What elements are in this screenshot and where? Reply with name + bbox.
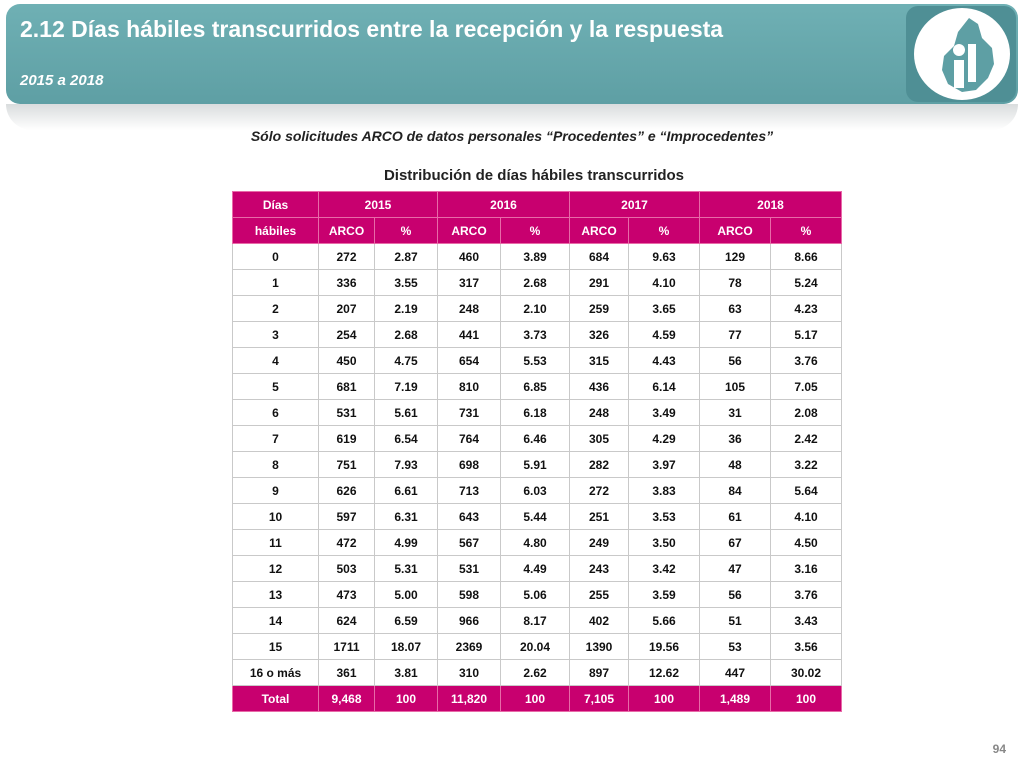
- table-total-row: [233, 686, 842, 712]
- value-cell: 598: [438, 582, 501, 608]
- value-cell: 5.44: [501, 504, 570, 530]
- value-cell: 731: [438, 400, 501, 426]
- subheader-cell: hábiles: [233, 218, 319, 244]
- value-cell: 67: [700, 530, 771, 556]
- table-row: [233, 426, 842, 452]
- value-cell: 305: [570, 426, 629, 452]
- value-cell: 2.68: [375, 322, 438, 348]
- value-cell: 6.18: [501, 400, 570, 426]
- value-cell: 7.19: [375, 374, 438, 400]
- table-title: Distribución de días hábiles transcurridos: [383, 167, 685, 184]
- value-cell: 460: [438, 244, 501, 270]
- value-cell: 6.03: [501, 478, 570, 504]
- value-cell: 251: [570, 504, 629, 530]
- day-cell: 8: [233, 452, 319, 478]
- table-row: [233, 530, 842, 556]
- value-cell: 3.49: [629, 400, 700, 426]
- value-cell: 6.54: [375, 426, 438, 452]
- value-cell: 966: [438, 608, 501, 634]
- value-cell: 531: [319, 400, 375, 426]
- table-body: [233, 244, 842, 686]
- institution-logo-icon: [914, 8, 1010, 100]
- value-cell: 5.91: [501, 452, 570, 478]
- day-cell: 15: [233, 634, 319, 660]
- value-cell: 84: [700, 478, 771, 504]
- value-cell: 36: [700, 426, 771, 452]
- header-year-2016: 2016: [438, 192, 570, 218]
- value-cell: 2.42: [771, 426, 842, 452]
- value-cell: 7.93: [375, 452, 438, 478]
- value-cell: 30.02: [771, 660, 842, 686]
- value-cell: 336: [319, 270, 375, 296]
- value-cell: 6.31: [375, 504, 438, 530]
- value-cell: 5.24: [771, 270, 842, 296]
- value-cell: 6.59: [375, 608, 438, 634]
- filter-note: Sólo solicitudes ARCO de datos personales “Procedentes” e “Improcedentes”: [250, 128, 774, 144]
- value-cell: 3.76: [771, 348, 842, 374]
- value-cell: 6.46: [501, 426, 570, 452]
- value-cell: 243: [570, 556, 629, 582]
- value-cell: 317: [438, 270, 501, 296]
- value-cell: 259: [570, 296, 629, 322]
- value-cell: 654: [438, 348, 501, 374]
- subheader-cell: %: [629, 218, 700, 244]
- value-cell: 3.97: [629, 452, 700, 478]
- value-cell: 31: [700, 400, 771, 426]
- value-cell: 6.85: [501, 374, 570, 400]
- table-row: [233, 452, 842, 478]
- value-cell: 19.56: [629, 634, 700, 660]
- value-cell: 450: [319, 348, 375, 374]
- value-cell: 3.65: [629, 296, 700, 322]
- total-cell: 1,489: [700, 686, 771, 712]
- value-cell: 698: [438, 452, 501, 478]
- value-cell: 684: [570, 244, 629, 270]
- subheader-cell: ARCO: [570, 218, 629, 244]
- table-row: [233, 634, 842, 660]
- header-days: Días: [233, 192, 319, 218]
- value-cell: 249: [570, 530, 629, 556]
- value-cell: 254: [319, 322, 375, 348]
- value-cell: 4.10: [771, 504, 842, 530]
- subheader-cell: %: [375, 218, 438, 244]
- header-year-2018: 2018: [700, 192, 842, 218]
- day-cell: 6: [233, 400, 319, 426]
- value-cell: 567: [438, 530, 501, 556]
- value-cell: 56: [700, 582, 771, 608]
- header-year-2015: 2015: [319, 192, 438, 218]
- value-cell: 472: [319, 530, 375, 556]
- value-cell: 436: [570, 374, 629, 400]
- table-subheader-row: [233, 218, 842, 244]
- value-cell: 3.22: [771, 452, 842, 478]
- value-cell: 8.66: [771, 244, 842, 270]
- total-cell: 100: [771, 686, 842, 712]
- value-cell: 441: [438, 322, 501, 348]
- value-cell: 1711: [319, 634, 375, 660]
- value-cell: 78: [700, 270, 771, 296]
- value-cell: 402: [570, 608, 629, 634]
- value-cell: 4.43: [629, 348, 700, 374]
- value-cell: 248: [570, 400, 629, 426]
- value-cell: 713: [438, 478, 501, 504]
- value-cell: 5.66: [629, 608, 700, 634]
- value-cell: 2.08: [771, 400, 842, 426]
- value-cell: 2.68: [501, 270, 570, 296]
- table-row: [233, 478, 842, 504]
- table-header-row: [233, 192, 842, 218]
- value-cell: 12.62: [629, 660, 700, 686]
- total-cell: 100: [501, 686, 570, 712]
- subheader-cell: %: [501, 218, 570, 244]
- value-cell: 4.10: [629, 270, 700, 296]
- value-cell: 2369: [438, 634, 501, 660]
- value-cell: 53: [700, 634, 771, 660]
- value-cell: 5.61: [375, 400, 438, 426]
- value-cell: 764: [438, 426, 501, 452]
- table-row: [233, 270, 842, 296]
- day-cell: 12: [233, 556, 319, 582]
- day-cell: 14: [233, 608, 319, 634]
- value-cell: 315: [570, 348, 629, 374]
- value-cell: 810: [438, 374, 501, 400]
- value-cell: 626: [319, 478, 375, 504]
- value-cell: 77: [700, 322, 771, 348]
- page-number: 94: [992, 742, 1006, 756]
- value-cell: 2.10: [501, 296, 570, 322]
- total-cell: 100: [629, 686, 700, 712]
- value-cell: 48: [700, 452, 771, 478]
- table-row: [233, 608, 842, 634]
- value-cell: 3.81: [375, 660, 438, 686]
- table-row: [233, 582, 842, 608]
- slide-subtitle: 2015 a 2018: [20, 72, 104, 89]
- value-cell: 5.06: [501, 582, 570, 608]
- value-cell: 681: [319, 374, 375, 400]
- value-cell: 3.59: [629, 582, 700, 608]
- value-cell: 3.55: [375, 270, 438, 296]
- table-row: [233, 374, 842, 400]
- value-cell: 2.62: [501, 660, 570, 686]
- day-cell: 16 o más: [233, 660, 319, 686]
- value-cell: 63: [700, 296, 771, 322]
- value-cell: 326: [570, 322, 629, 348]
- value-cell: 4.75: [375, 348, 438, 374]
- day-cell: 4: [233, 348, 319, 374]
- day-cell: 1: [233, 270, 319, 296]
- value-cell: 751: [319, 452, 375, 478]
- subheader-cell: ARCO: [700, 218, 771, 244]
- header-year-2017: 2017: [570, 192, 700, 218]
- total-cell: 9,468: [319, 686, 375, 712]
- value-cell: 3.83: [629, 478, 700, 504]
- value-cell: 4.59: [629, 322, 700, 348]
- value-cell: 7.05: [771, 374, 842, 400]
- total-cell: 11,820: [438, 686, 501, 712]
- value-cell: 4.50: [771, 530, 842, 556]
- table-row: [233, 660, 842, 686]
- day-cell: 13: [233, 582, 319, 608]
- value-cell: 3.50: [629, 530, 700, 556]
- value-cell: 248: [438, 296, 501, 322]
- value-cell: 597: [319, 504, 375, 530]
- value-cell: 619: [319, 426, 375, 452]
- subheader-cell: ARCO: [438, 218, 501, 244]
- value-cell: 272: [319, 244, 375, 270]
- day-cell: 11: [233, 530, 319, 556]
- value-cell: 61: [700, 504, 771, 530]
- value-cell: 3.43: [771, 608, 842, 634]
- subheader-cell: ARCO: [319, 218, 375, 244]
- value-cell: 20.04: [501, 634, 570, 660]
- value-cell: 56: [700, 348, 771, 374]
- table-row: [233, 348, 842, 374]
- value-cell: 9.63: [629, 244, 700, 270]
- value-cell: 310: [438, 660, 501, 686]
- value-cell: 4.29: [629, 426, 700, 452]
- table-row: [233, 244, 842, 270]
- value-cell: 3.56: [771, 634, 842, 660]
- value-cell: 531: [438, 556, 501, 582]
- value-cell: 3.53: [629, 504, 700, 530]
- value-cell: 4.99: [375, 530, 438, 556]
- total-cell: 100: [375, 686, 438, 712]
- day-cell: 3: [233, 322, 319, 348]
- value-cell: 47: [700, 556, 771, 582]
- day-cell: 10: [233, 504, 319, 530]
- value-cell: 5.17: [771, 322, 842, 348]
- value-cell: 2.87: [375, 244, 438, 270]
- value-cell: 18.07: [375, 634, 438, 660]
- value-cell: 5.31: [375, 556, 438, 582]
- subheader-cell: %: [771, 218, 842, 244]
- table-row: [233, 556, 842, 582]
- day-cell: 5: [233, 374, 319, 400]
- value-cell: 6.14: [629, 374, 700, 400]
- slide-title: 2.12 Días hábiles transcurridos entre la recepción y la respuesta: [20, 16, 724, 42]
- value-cell: 282: [570, 452, 629, 478]
- value-cell: 4.49: [501, 556, 570, 582]
- value-cell: 51: [700, 608, 771, 634]
- value-cell: 1390: [570, 634, 629, 660]
- value-cell: 2.19: [375, 296, 438, 322]
- value-cell: 624: [319, 608, 375, 634]
- value-cell: 643: [438, 504, 501, 530]
- total-cell: 7,105: [570, 686, 629, 712]
- value-cell: 5.00: [375, 582, 438, 608]
- value-cell: 5.53: [501, 348, 570, 374]
- value-cell: 4.23: [771, 296, 842, 322]
- day-cell: 7: [233, 426, 319, 452]
- day-cell: 0: [233, 244, 319, 270]
- value-cell: 3.89: [501, 244, 570, 270]
- value-cell: 361: [319, 660, 375, 686]
- value-cell: 272: [570, 478, 629, 504]
- value-cell: 6.61: [375, 478, 438, 504]
- value-cell: 447: [700, 660, 771, 686]
- value-cell: 5.64: [771, 478, 842, 504]
- value-cell: 897: [570, 660, 629, 686]
- day-cell: 9: [233, 478, 319, 504]
- table-row: [233, 296, 842, 322]
- value-cell: 129: [700, 244, 771, 270]
- total-cell: Total: [233, 686, 319, 712]
- value-cell: 3.76: [771, 582, 842, 608]
- value-cell: 105: [700, 374, 771, 400]
- value-cell: 291: [570, 270, 629, 296]
- value-cell: 473: [319, 582, 375, 608]
- day-cell: 2: [233, 296, 319, 322]
- banner-shadow: [6, 104, 1018, 130]
- value-cell: 207: [319, 296, 375, 322]
- table-row: [233, 322, 842, 348]
- value-cell: 8.17: [501, 608, 570, 634]
- value-cell: 4.80: [501, 530, 570, 556]
- value-cell: 3.16: [771, 556, 842, 582]
- table-row: [233, 504, 842, 530]
- table-row: [233, 400, 842, 426]
- value-cell: 3.73: [501, 322, 570, 348]
- value-cell: 3.42: [629, 556, 700, 582]
- days-distribution-table: [232, 191, 842, 712]
- value-cell: 503: [319, 556, 375, 582]
- value-cell: 255: [570, 582, 629, 608]
